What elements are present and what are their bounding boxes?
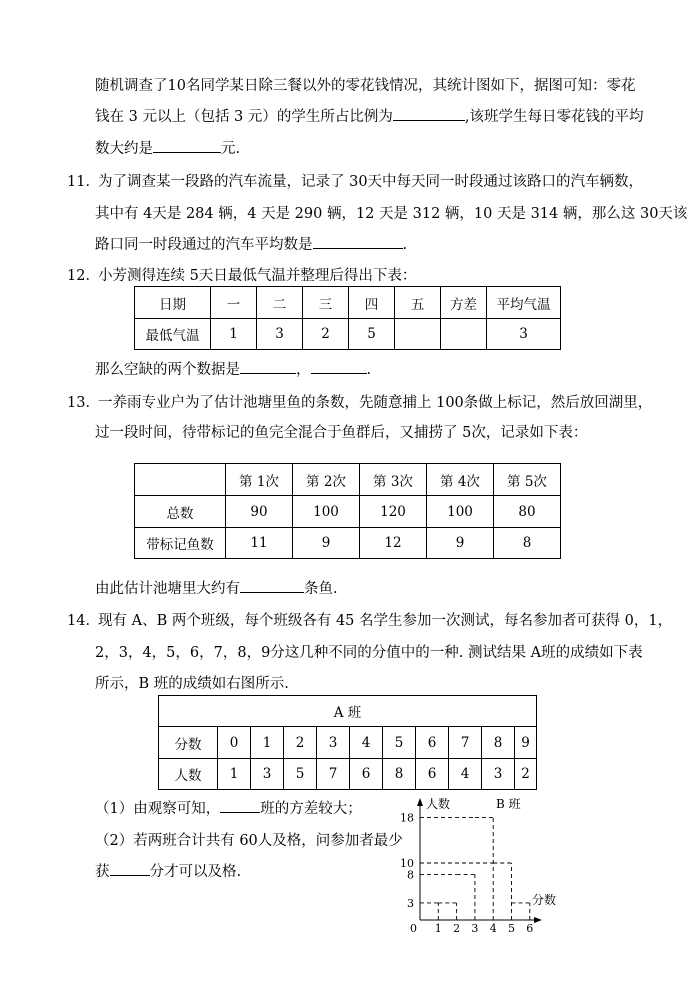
q10-line3-text-b: 元.	[221, 141, 241, 157]
q10-line1: 随机调查了10名同学某日除三餐以外的零花钱情况，其统计图如下，据图可知：零花	[95, 78, 636, 94]
table-header-cell: 二	[257, 287, 303, 319]
table-row-label: 人数	[159, 759, 218, 790]
fish-table	[134, 463, 561, 559]
table-cell: 90	[226, 496, 293, 528]
origin-label: 0	[410, 922, 417, 935]
table-cell: 2	[515, 759, 537, 790]
q14-line2: 2，3，4，5，6，7，8，9分这几种不同的分值中的一种. 测试结果 A班的成绩如下表	[95, 645, 643, 661]
q14-number: 14．	[67, 613, 100, 629]
table-cell: 3	[482, 759, 515, 790]
class-b-chart	[396, 790, 566, 935]
q14-sub2-line2	[95, 860, 241, 881]
q14-line1: 现有 A、B 两个班级，每个班级各有 45 名学生参加一次测试，每名参加者可获得 0，1，	[98, 613, 673, 629]
q14-sub2-text-b: 获	[95, 864, 110, 880]
q11-line2: 其中有 4天是 284 辆，4 天是 290 辆，12 天是 312 辆，10 天是 314 辆，那么这 30天该	[95, 206, 688, 222]
q12-after-text-a: 那么空缺的两个数据是	[95, 362, 240, 378]
y-tick-label: 8	[407, 868, 414, 882]
table-header-cell: 第 3次	[360, 464, 427, 496]
x-tick-label: 6	[526, 922, 534, 935]
table-row-label: 总数	[135, 496, 226, 528]
table-cell: 9	[515, 727, 537, 759]
table-cell: 4	[449, 759, 482, 790]
q12-line1: 小芳测得连续 5天日最低气温并整理后得出下表：	[98, 268, 417, 284]
x-tick-label: 2	[453, 922, 461, 935]
table-cell: 2	[284, 727, 317, 759]
table-header-cell: 一	[211, 287, 257, 319]
table-cell: 6	[350, 759, 383, 790]
table-cell: 1	[211, 319, 257, 350]
table-cell: 100	[293, 496, 360, 528]
answer-blank[interactable]	[313, 235, 403, 249]
table-header-cell: 四	[349, 287, 395, 319]
answer-blank[interactable]	[240, 579, 304, 593]
table-row-label: 分数	[159, 727, 218, 759]
x-tick-label: 3	[471, 922, 479, 935]
q14-sub2-text-c: 分才可以及格.	[149, 864, 242, 880]
x-axis-label: 分数	[532, 893, 557, 907]
table-header-cell: 第 1次	[226, 464, 293, 496]
y-tick-label: 3	[407, 896, 414, 910]
q10-line2-text-b: ,该班学生每日零花钱的平均	[464, 109, 644, 125]
table-cell: 5	[349, 319, 395, 350]
table-cell: 9	[293, 528, 360, 559]
table-row-label: 带标记鱼数	[135, 528, 226, 559]
table-header-cell: 三	[303, 287, 349, 319]
table-header-cell: 平均气温	[487, 287, 561, 319]
table-cell: 4	[350, 727, 383, 759]
answer-blank[interactable]	[393, 107, 465, 121]
table-cell-empty	[395, 319, 441, 350]
q10-line3	[95, 137, 240, 158]
x-tick-label: 5	[508, 922, 515, 935]
table-header-cell: 方差	[441, 287, 487, 319]
q13-after-text-a: 由此估计池塘里大约有	[95, 581, 240, 597]
q14-sub1-text-a: （1）由观察可知，	[95, 801, 221, 817]
x-tick-label: 4	[489, 922, 497, 935]
q11-line3	[95, 233, 407, 254]
table-header-cell: 五	[395, 287, 441, 319]
q12-after-text-c: .	[366, 362, 372, 378]
table-header-cell: 日期	[135, 287, 211, 319]
y-axis-label: 人数	[426, 797, 451, 811]
table-cell: 100	[427, 496, 494, 528]
table-cell: 3	[487, 319, 561, 350]
table-cell: 1	[251, 727, 284, 759]
q12-after	[95, 358, 371, 379]
table-cell: 1	[218, 759, 251, 790]
q13-line2: 过一段时间，待带标记的鱼完全混合于鱼群后，又捕捞了 5次，记录如下表：	[95, 425, 588, 441]
q13-after	[95, 577, 338, 598]
x-axis-arrow-icon	[534, 917, 542, 923]
y-axis-arrow-icon	[417, 798, 423, 806]
q12-number: 12．	[67, 268, 100, 284]
y-tick-label: 18	[400, 811, 414, 825]
table-header-cell: 第 5次	[494, 464, 561, 496]
table-cell: 3	[317, 727, 350, 759]
answer-blank[interactable]	[110, 862, 150, 876]
q13-number: 13．	[67, 395, 100, 411]
q10-line2-text-a: 钱在 3 元以上（包括 3 元）的学生所占比例为	[95, 109, 393, 125]
x-tick-label: 1	[434, 922, 442, 935]
table-header-cell: 第 4次	[427, 464, 494, 496]
chart-title: B 班	[496, 797, 521, 811]
table-cell: 6	[416, 727, 449, 759]
answer-blank[interactable]	[153, 139, 221, 153]
q14-sub2-line1: （2）若两班合计共有 60人及格，问参加者最少	[95, 833, 403, 849]
answer-blank[interactable]	[311, 360, 367, 374]
table-cell: 2	[303, 319, 349, 350]
table-cell: 3	[251, 759, 284, 790]
table-cell: 8	[494, 528, 561, 559]
answer-blank[interactable]	[220, 799, 260, 813]
table-cell: 11	[226, 528, 293, 559]
y-tick-label: 10	[400, 857, 414, 870]
table-cell: 0	[218, 727, 251, 759]
q10-line3-text-a: 数大约是	[95, 141, 153, 157]
q10-line2	[95, 105, 644, 126]
q11-number: 11．	[67, 174, 100, 190]
table-cell: 80	[494, 496, 561, 528]
class-a-table	[158, 695, 537, 790]
table-cell-empty	[441, 319, 487, 350]
table-cell: 8	[482, 727, 515, 759]
table-cell: 8	[383, 759, 416, 790]
table-header-cell-empty	[135, 464, 226, 496]
table-cell: 120	[360, 496, 427, 528]
answer-blank[interactable]	[240, 360, 296, 374]
q14-sub1	[95, 797, 362, 818]
table-cell: 7	[317, 759, 350, 790]
table-cell: 9	[427, 528, 494, 559]
table-cell: 5	[383, 727, 416, 759]
q11-line1: 为了调查某一段路的汽车流量，记录了 30天中每天同一时段通过该路口的汽车辆数，	[98, 174, 644, 190]
q14-line3: 所示，B 班的成绩如右图所示.	[95, 676, 289, 692]
q14-sub1-text-b: 班的方差较大；	[260, 801, 362, 817]
table-cell: 7	[449, 727, 482, 759]
q11-line3-text-b: .	[402, 237, 408, 253]
table-cell: 最低气温	[135, 319, 211, 350]
q13-line1: 一养雨专业户为了估计池塘里鱼的条数，先随意捕上 100条做上标记，然后放回湖里，	[98, 395, 653, 411]
table-header-cell: 第 2次	[293, 464, 360, 496]
table-cell: 6	[416, 759, 449, 790]
temperature-table	[134, 286, 561, 350]
table-cell: 12	[360, 528, 427, 559]
table-cell: 5	[284, 759, 317, 790]
q13-after-text-b: 条鱼.	[304, 581, 338, 597]
q11-line3-text-a: 路口同一时段通过的汽车平均数是	[95, 237, 313, 253]
table-title: A 班	[159, 696, 537, 727]
q12-after-text-b: ，	[296, 362, 311, 378]
table-cell: 3	[257, 319, 303, 350]
